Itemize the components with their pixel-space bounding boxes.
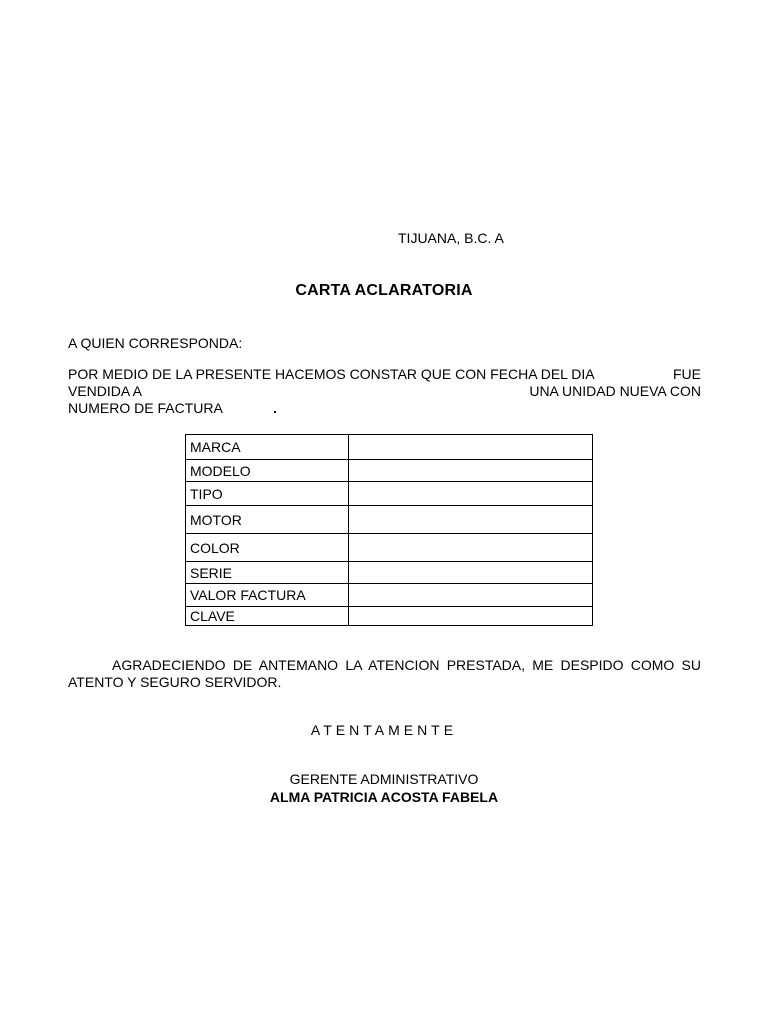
closing-line-1 [68, 657, 701, 673]
body-line-2 [68, 383, 701, 400]
vehicle-field-value [348, 482, 592, 506]
body-line-2-right: UNA UNIDAD NUEVA CON [529, 383, 701, 399]
vehicle-table-row [186, 460, 593, 482]
vehicle-details-table [185, 434, 593, 626]
vehicle-field-value [348, 435, 592, 460]
vehicle-field-label: MOTOR [186, 506, 349, 534]
signatory-name: ALMA PATRICIA ACOSTA FABELA [269, 789, 499, 805]
vehicle-table-row [186, 435, 593, 460]
vehicle-table-row [186, 482, 593, 506]
body-line-1-right: FUE [673, 366, 701, 382]
vehicle-field-value [348, 607, 592, 626]
vehicle-field-value [348, 562, 592, 584]
closing-line-1-text: AGRADECIENDO DE ANTEMANO LA ATENCION PRESTADA, ME DESPIDO COMO SU [112, 657, 701, 673]
closing-line-2: ATENTO Y SEGURO SERVIDOR. [68, 674, 282, 690]
body-line-3-left: NUMERO DE FACTURA [68, 400, 223, 416]
document-title: CARTA ACLARATORIA [295, 282, 473, 299]
body-line-3 [68, 400, 701, 417]
signatory-role: GERENTE ADMINISTRATIVO [289, 771, 479, 787]
body-line-2-left: VENDIDA A [68, 383, 142, 399]
vehicle-table-row [186, 534, 593, 562]
vehicle-field-label: SERIE [186, 562, 349, 584]
vehicle-table-row [186, 562, 593, 584]
greeting: A QUIEN CORRESPONDA: [68, 335, 243, 351]
body-line-1 [68, 366, 701, 383]
vehicle-field-label: MARCA [186, 435, 349, 460]
vehicle-field-label: MODELO [186, 460, 349, 482]
vehicle-field-value [348, 584, 592, 607]
vehicle-field-value [348, 506, 592, 534]
vehicle-field-value [348, 460, 592, 482]
vehicle-field-label: TIPO [186, 482, 349, 506]
vehicle-field-label: CLAVE [186, 607, 349, 626]
vehicle-table-row [186, 607, 593, 626]
vehicle-table-row [186, 506, 593, 534]
body-line-1-left: POR MEDIO DE LA PRESENTE HACEMOS CONSTAR QUE CON FECHA DEL DIA [68, 366, 595, 382]
vehicle-field-label: COLOR [186, 534, 349, 562]
vehicle-table-row [186, 584, 593, 607]
invoice-blank-mark: . [273, 400, 277, 416]
vehicle-field-value [348, 534, 592, 562]
vehicle-field-label: VALOR FACTURA [186, 584, 349, 607]
place-date-line: TIJUANA, B.C. A [398, 230, 504, 246]
regards: ATENTAMENTE [310, 722, 458, 738]
